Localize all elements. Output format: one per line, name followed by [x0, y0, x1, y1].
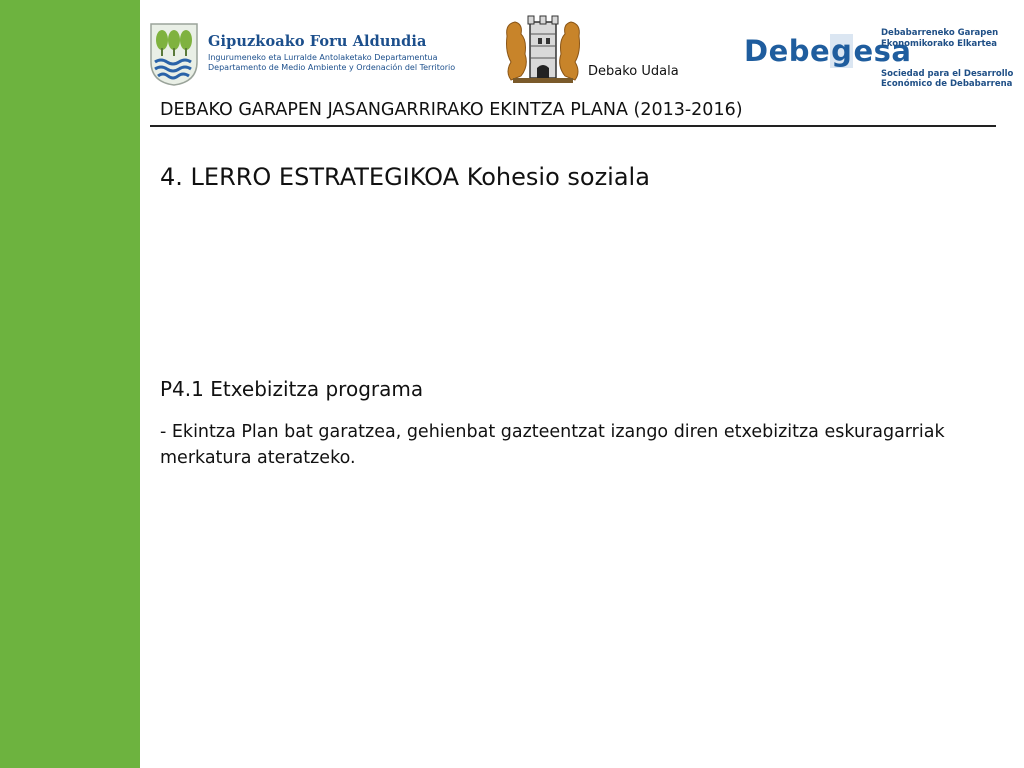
green-sidebar	[0, 0, 140, 768]
deba-coat-of-arms-icon	[503, 14, 583, 86]
header-divider	[150, 125, 996, 127]
debegesa-eu-line1: Debabarreneko Garapen	[881, 28, 999, 38]
debegesa-wordmark-hl: g	[831, 34, 853, 68]
debegesa-wordmark-pre: Debe	[744, 34, 831, 68]
gipuzkoa-dept-es: Departamento de Medio Ambiente y Ordenación del Territorio	[208, 63, 456, 72]
header-title: DEBAKO GARAPEN JASANGARRIRAKO EKINTZA PLANA (2013-2016)	[160, 100, 743, 120]
program-action-text: - Ekintza Plan bat garatzea, gehienbat gazteentzat izango diren etxebizitza eskuragarriak merkatura ateratzeko.	[160, 422, 945, 468]
gipuzkoa-dept-eu: Ingurumeneko eta Lurralde Antolaketako Departamentua	[208, 53, 438, 62]
program-title: P4.1 Etxebizitza programa	[160, 377, 424, 401]
debegesa-eu-line2: Ekonomikorako Elkartea	[881, 39, 998, 49]
gipuzkoa-logo	[149, 22, 456, 88]
debako-udala-label: Debako Udala	[588, 64, 679, 79]
gipuzkoa-shield-icon	[149, 22, 199, 86]
debegesa-logo	[744, 26, 1024, 90]
section-title: 4. LERRO ESTRATEGIKOA Kohesio soziala	[160, 163, 650, 191]
gipuzkoa-name: Gipuzkoako Foru Aldundia	[208, 33, 427, 50]
debegesa-wordmark-post: esa	[853, 34, 912, 68]
debegesa-es-line1: Sociedad para el Desarrollo	[881, 69, 1014, 79]
debegesa-es-line2: Económico de Debabarrena	[881, 79, 1013, 89]
